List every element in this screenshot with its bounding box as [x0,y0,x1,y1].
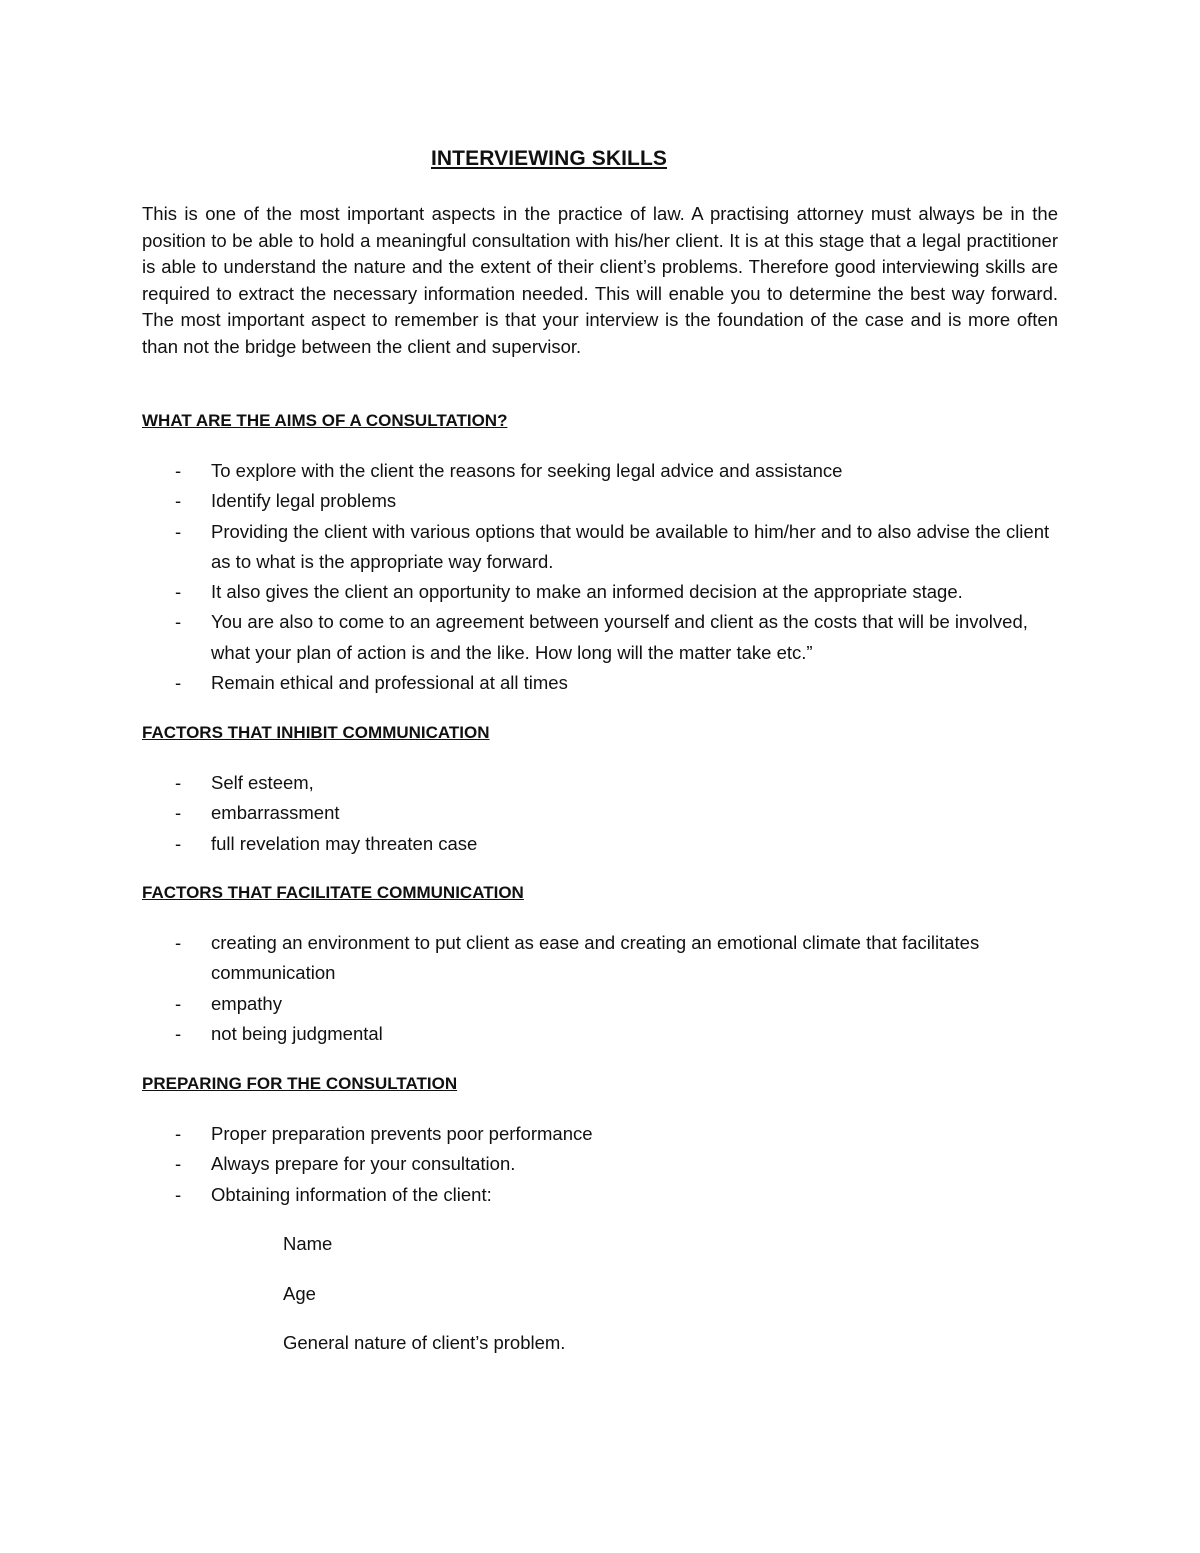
bullet-dash: - [175,772,182,793]
bullet-dash: - [175,1123,182,1144]
list-item: - creating an environment to put client as ease and creating an emotional climate that facilitates communication [142,928,1058,989]
facilitate-list [142,928,1058,1049]
list-item: - Self esteem, [142,768,1058,798]
list-item: - It also gives the client an opportunity to make an informed decision at the appropriate stage. [142,577,1058,607]
bullet-dash: - [175,520,182,542]
list-item: - full revelation may threaten case [142,829,1058,859]
list-item: - empathy [142,989,1058,1019]
bullet-dash: - [175,832,182,854]
bullet-dash: - [175,460,182,481]
list-item: - Obtaining information of the client: [142,1180,1058,1210]
list-item: - embarrassment [142,798,1058,828]
list-item: - Always prepare for your consultation. [142,1149,1058,1179]
list-item: - not being judgmental [142,1019,1058,1049]
list-item: - Identify legal problems [142,486,1058,516]
client-info-name: Name [283,1233,333,1254]
list-item: - You are also to come to an agreement between yourself and client as the costs that will be involved, what your plan of action is and the like. How long will the matter take etc.” [142,607,1058,668]
section-heading-facilitate: FACTORS THAT FACILITATE COMMUNICATION [142,883,524,902]
document-title: INTERVIEWING SKILLS [430,147,668,170]
bullet-dash: - [175,611,182,633]
bullet-dash: - [175,992,182,1014]
bullet-dash: - [175,802,182,824]
list-item: - Providing the client with various options that would be available to him/her and to also advise the client as to what is the appropriate way forward. [142,517,1058,578]
bullet-dash: - [175,1183,182,1205]
bullet-dash: - [175,1153,182,1175]
preparing-list [142,1119,1058,1210]
list-item: - Remain ethical and professional at all times [142,668,1058,698]
bullet-dash: - [175,932,182,953]
client-info-age: Age [283,1283,316,1304]
section-heading-inhibit: FACTORS THAT INHIBIT COMMUNICATION [142,723,490,742]
intro-paragraph: This is one of the most important aspects in the practice of law. A practising attorney must always be in the position to be able to hold a meaningful consultation with his/her client. It is at this stage that a legal practitioner is able to understand the nature and the extent of their client’s problems. Therefore good interviewing skills are required to extract the necessary information needed. This will enable you to determine the best way forward. The most important aspect to remember is that your interview is the foundation of the case and is more often than not the bridge between the client and supervisor. [142,203,1058,357]
inhibit-list [142,768,1058,859]
aims-list [142,456,1058,698]
bullet-dash: - [175,581,182,603]
client-info-problem: General nature of client’s problem. [283,1332,566,1353]
list-item: - Proper preparation prevents poor performance [142,1119,1058,1149]
bullet-dash: - [175,1022,182,1044]
section-heading-preparing: PREPARING FOR THE CONSULTATION [142,1074,458,1093]
bullet-dash: - [175,490,182,512]
bullet-dash: - [175,672,182,694]
list-item: - To explore with the client the reasons for seeking legal advice and assistance [142,456,1058,486]
section-heading-aims: WHAT ARE THE AIMS OF A CONSULTATION? [142,411,508,430]
